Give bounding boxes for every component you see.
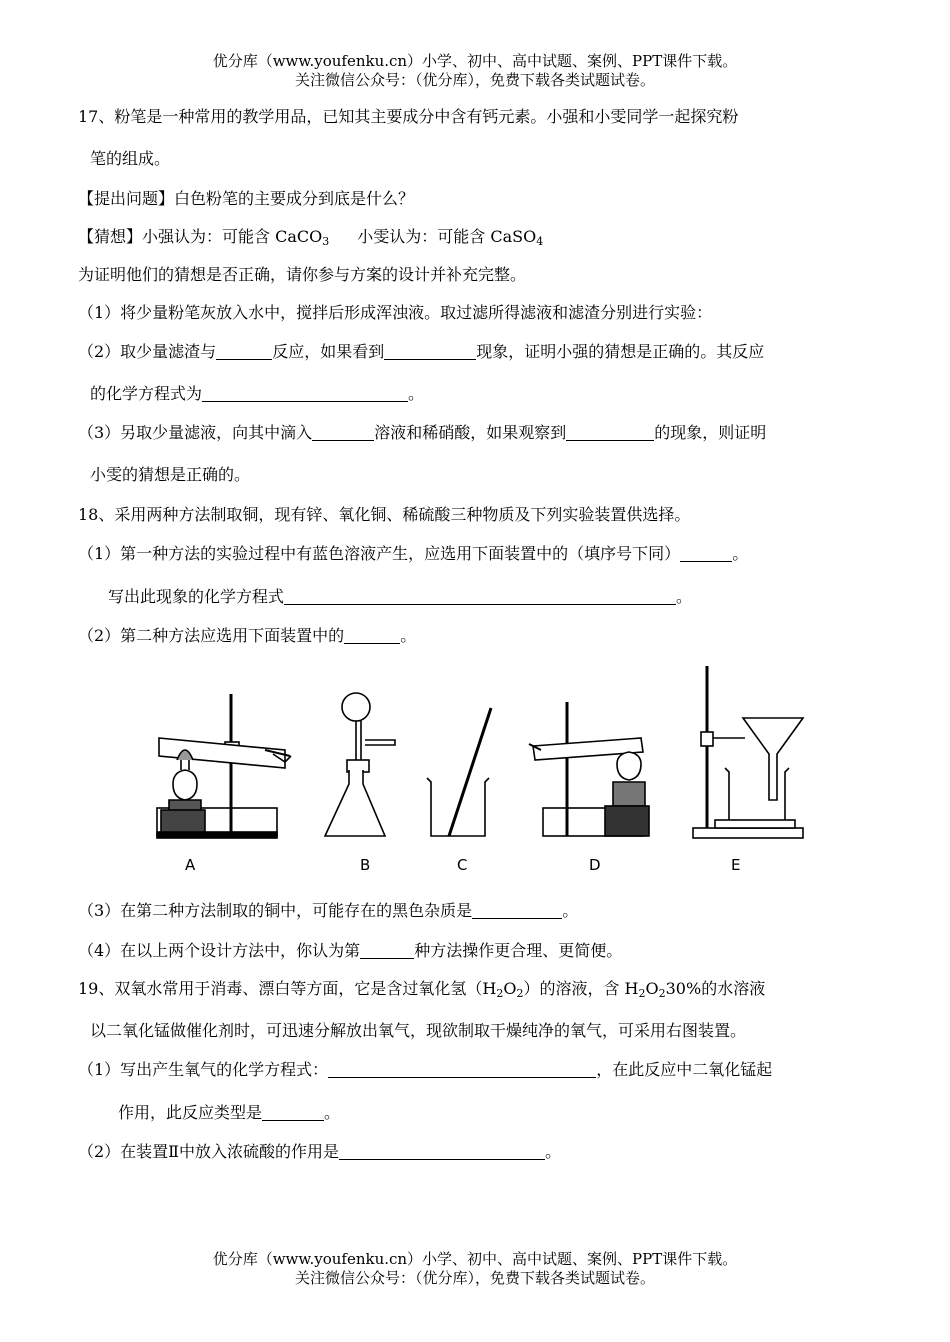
q18-s4-b: 种方法操作更合理、更简便。 <box>414 941 623 960</box>
apparatus-e <box>693 666 803 838</box>
q19-step-1-cont <box>118 1102 340 1124</box>
q17-prove: 为证明他们的猜想是否正确，请你参与方案的设计并补充完整。 <box>78 265 527 284</box>
q19-intro-a <box>78 978 765 1000</box>
q19-o-1: O <box>503 979 517 998</box>
q19-s1-d: 。 <box>324 1103 341 1122</box>
q17-s3-a: （3）另取少量滤液，向其中滴入 <box>78 423 313 442</box>
q17-blank-solution[interactable] <box>312 424 374 441</box>
q17-step-3 <box>78 422 766 444</box>
apparatus-figure <box>145 660 815 880</box>
q18-blank-apparatus-2[interactable] <box>344 627 400 644</box>
q19-sub-4: 2 <box>658 987 666 1000</box>
q19-s1-a: （1）写出产生氧气的化学方程式： <box>78 1060 329 1079</box>
q19-o-2: O <box>645 979 659 998</box>
q18-step-1 <box>78 543 748 565</box>
q19-intro-a-text: 19、双氧水常用于消毒、漂白等方面，它是含过氧化氢（H <box>78 979 497 998</box>
apparatus-c <box>427 708 491 836</box>
q19-sub-2: 2 <box>516 987 524 1000</box>
q17-blank-observation[interactable] <box>566 424 654 441</box>
header-line-2: 关注微信公众号：（优分库），免费下载各类试题试卷。 <box>294 71 655 89</box>
q18-s1-d: 。 <box>676 587 693 606</box>
q17-intro-a: 17、粉笔是一种常用的教学用品，已知其主要成分中含有钙元素。小强和小雯同学一起探究粉 <box>78 107 739 126</box>
footer-line-1: 优分库（www.youfenku.cn）小学、初中、高中试题、案例、PPT课件下载。 <box>212 1250 738 1268</box>
q19-blank-sulfuric-acid[interactable] <box>339 1143 545 1160</box>
q18-step-4 <box>78 940 622 962</box>
q19-sub-1: 2 <box>496 987 504 1000</box>
header-line-1: 优分库（www.youfenku.cn）小学、初中、高中试题、案例、PPT课件下载。 <box>212 52 738 70</box>
q17-guess-b: 小雯认为：可能含 CaSO <box>357 227 537 246</box>
q17-step-2 <box>78 341 764 363</box>
q19-s1-b: ，在此反应中二氧化锰起 <box>596 1060 773 1079</box>
q18-intro: 18、采用两种方法制取铜，现有锌、氧化铜、稀硫酸三种物质及下列实验装置供选择。 <box>78 505 691 524</box>
q17-guess-a: 【猜想】小强认为：可能含 CaCO <box>78 227 323 246</box>
q17-step-3-end: 小雯的猜想是正确的。 <box>90 465 251 484</box>
q18-s3-b: 。 <box>562 901 579 920</box>
q19-intro-c-text: 30%的水溶液 <box>665 979 766 998</box>
q17-guess-a-sub: 3 <box>322 235 330 248</box>
q18-blank-impurity[interactable] <box>472 902 562 919</box>
q18-step-1-equation <box>108 586 692 608</box>
apparatus-d <box>529 702 649 836</box>
q17-problem: 【提出问题】白色粉笔的主要成分到底是什么？ <box>78 189 415 208</box>
label-c: C <box>457 856 468 874</box>
q19-step-2 <box>78 1141 561 1163</box>
q17-s2-b: 反应，如果看到 <box>272 342 385 361</box>
q19-blank-reaction-type[interactable] <box>262 1104 324 1121</box>
q17-s2-a: （2）取少量滤渣与 <box>78 342 217 361</box>
q17-intro-b: 笔的组成。 <box>90 149 171 168</box>
q18-s2-b: 。 <box>400 626 417 645</box>
q18-s4-a: （4）在以上两个设计方法中，你认为第 <box>78 941 361 960</box>
q19-blank-equation[interactable] <box>328 1061 596 1078</box>
q17-s2-c: 现象，证明小强的猜想是正确的。其反应 <box>476 342 765 361</box>
q19-sub-3: 2 <box>638 987 646 1000</box>
q18-step-3 <box>78 900 578 922</box>
q18-s1-b: 。 <box>732 544 749 563</box>
q18-blank-equation[interactable] <box>284 588 676 605</box>
q19-s2-b: 。 <box>545 1142 562 1161</box>
q18-blank-apparatus-1[interactable] <box>680 545 732 562</box>
q19-s2-a: （2）在装置Ⅱ中放入浓硫酸的作用是 <box>78 1142 340 1161</box>
q17-step-1: （1）将少量粉笔灰放入水中，搅拌后形成浑浊液。取过滤所得滤液和滤渣分别进行实验： <box>78 303 713 322</box>
q18-s1-c: 写出此现象的化学方程式 <box>108 587 285 606</box>
q19-intro-d: 以二氧化锰做催化剂时，可迅速分解放出氧气，现欲制取干燥纯净的氧气，可采用右图装置。 <box>90 1021 747 1040</box>
q17-guess-b-sub: 4 <box>536 235 544 248</box>
q17-guess <box>78 226 543 248</box>
q17-blank-phenomenon[interactable] <box>384 343 476 360</box>
q19-step-1 <box>78 1059 772 1081</box>
label-b: B <box>360 856 371 874</box>
q17-s3-c: 的现象，则证明 <box>654 423 767 442</box>
apparatus-a <box>157 694 291 838</box>
q19-intro-b-text: ）的溶液，含 H <box>523 979 639 998</box>
q17-step-2-equation <box>90 383 424 405</box>
q17-s2-d: 的化学方程式为 <box>90 384 203 403</box>
apparatus-b <box>325 693 395 836</box>
q18-s2-a: （2）第二种方法应选用下面装置中的 <box>78 626 345 645</box>
q18-s3-a: （3）在第二种方法制取的铜中，可能存在的黑色杂质是 <box>78 901 473 920</box>
footer-line-2: 关注微信公众号：（优分库），免费下载各类试题试卷。 <box>294 1269 655 1287</box>
q17-s2-e: 。 <box>408 384 425 403</box>
q19-s1-c: 作用，此反应类型是 <box>118 1103 263 1122</box>
q18-s1-a: （1）第一种方法的实验过程中有蓝色溶液产生，应选用下面装置中的（填序号下同） <box>78 544 681 563</box>
q18-blank-method[interactable] <box>360 942 414 959</box>
label-e: E <box>731 856 741 874</box>
label-d: D <box>589 856 601 874</box>
q17-s3-b: 溶液和稀硝酸，如果观察到 <box>374 423 567 442</box>
q17-blank-reagent[interactable] <box>216 343 272 360</box>
q18-step-2 <box>78 625 416 647</box>
label-a: A <box>185 856 196 874</box>
q17-blank-equation[interactable] <box>202 385 408 402</box>
